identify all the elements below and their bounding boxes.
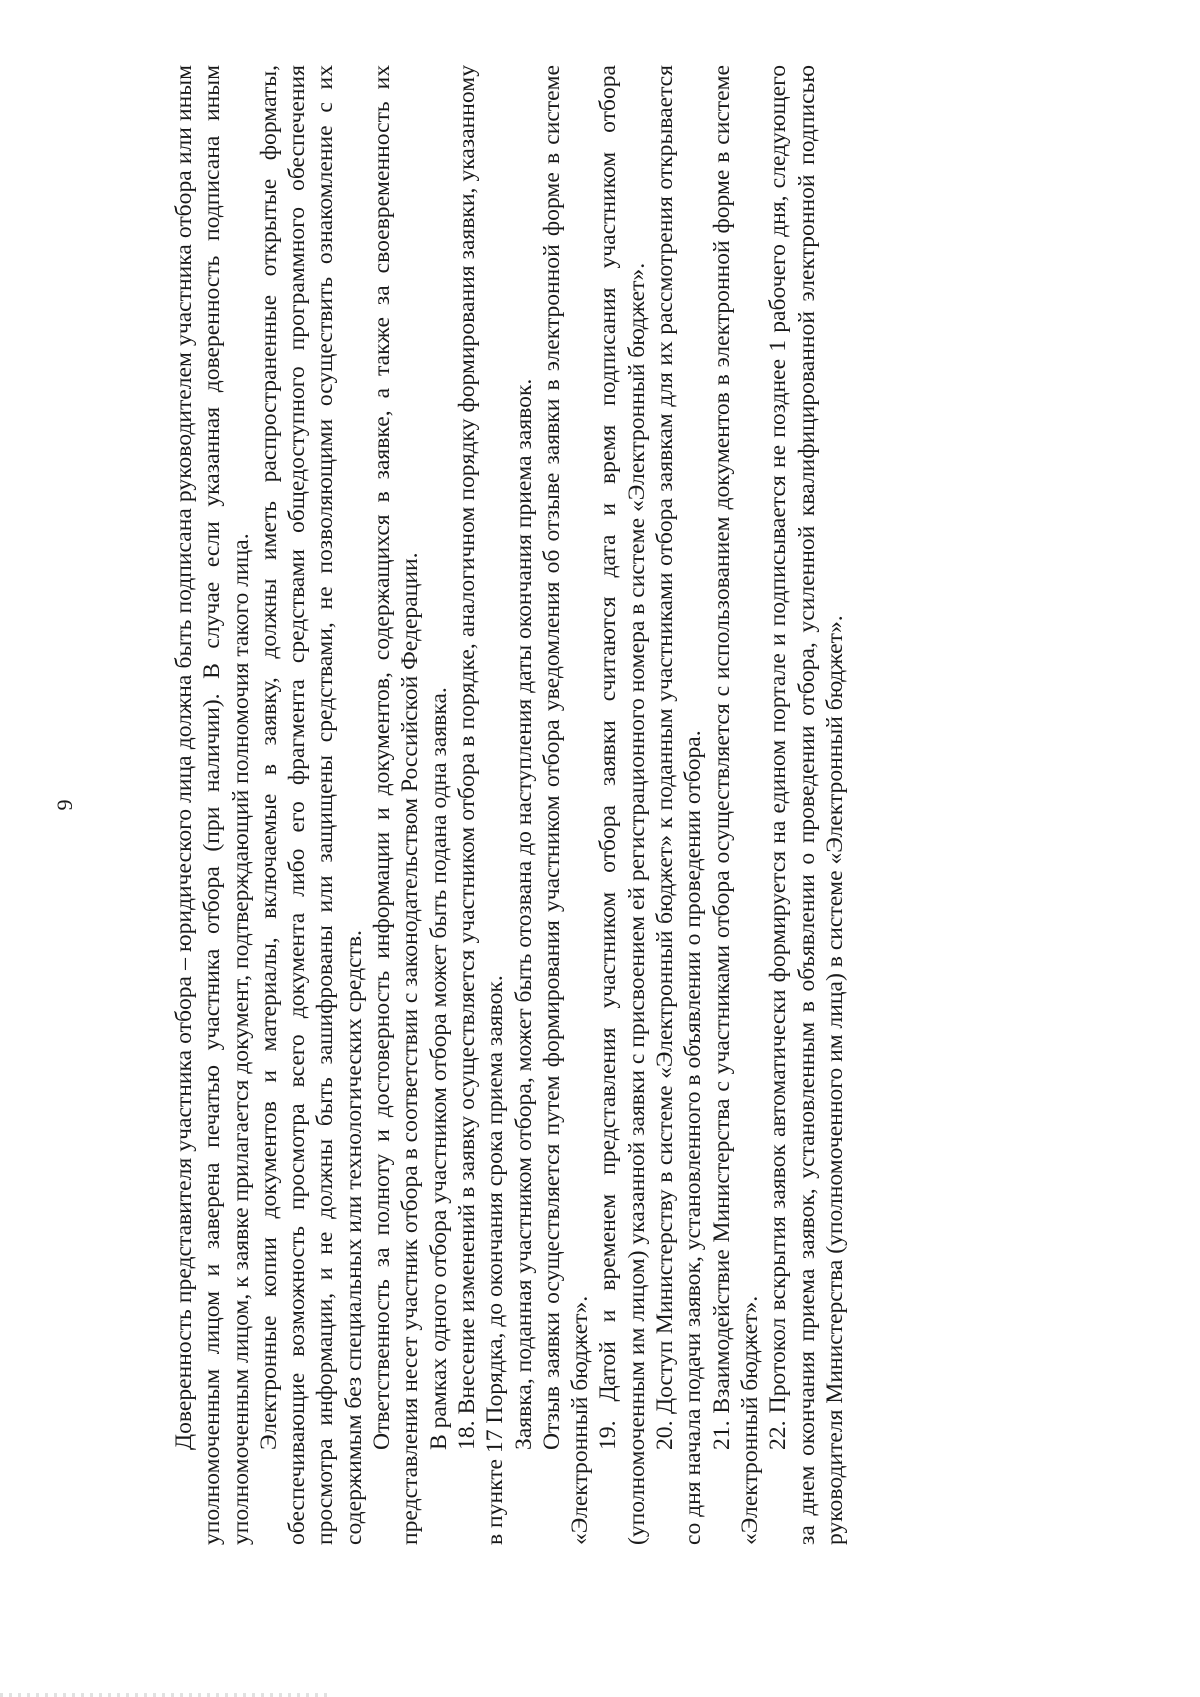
paragraph-item-18: 18. Внесение изменений в заявку осуществляется участником отбора в порядке, аналогичном порядку формирования заявки, указанному в пункте 17 Порядка, до окончания срока приема заявок. [453, 65, 509, 1545]
paragraph-item-21: 21. Взаимодействие Министерства с участниками отбора осуществляется с использованием документов в электронной форме в системе «Электронный бюджет». [708, 65, 763, 1545]
scan-artifact [0, 1693, 330, 1697]
paragraph-item-22: 22. Протокол вскрытия заявок автоматически формируется на едином портале и подписывается не позднее 1 рабочего дня, следующего за днем окончания приема заявок, установленным в объявлении о проведении отбора, усиленной квалифицированной электронной подписью руководителя Министерства (уполномоченного им лица) в системе «Электронный бюджет». [765, 65, 848, 1545]
paragraph-withdrawal: Заявка, поданная участником отбора, может быть отозвана до наступления даты окончания приема заявок. [510, 378, 537, 1450]
paragraph-item-20: 20. Доступ Министерству в системе «Электронный бюджет» к поданным участниками отбора заявкам для их рассмотрения открывается со дня начала подачи заявок, установленного в объявлении о проведении отбора. [652, 65, 707, 1545]
rotated-document-page [52, 65, 1050, 1545]
paragraph-one-application: В рамках одного отбора участником отбора может быть подана одна заявка. [425, 687, 452, 1450]
document-body [170, 65, 849, 1545]
paragraph-electronic-copies: Электронные копии документов и материалы, включаемые в заявку, должны иметь распространенные открытые форматы, обеспечивающие возможность просмотра всего документа либо его фрагмента средствами общедоступного программного обеспечения просмотра информации, и не должны быть зашифрованы или защищены средствами, не позволяющими осуществить ознакомление с их содержимым без специальных или технологических средств. [255, 65, 367, 1545]
paragraph-power-of-attorney: Доверенность представителя участника отбора – юридического лица должна быть подписана руководителем участника отбора или иным уполномоченным лицом и заверена печатью участника отбора (при наличии). В случае если указанная доверенность подписана иным уполномоченным лицом, к заявке прилагается документ, подтверждающий полномочия такого лица. [171, 65, 254, 1545]
paragraph-item-19: 19. Датой и временем представления участником отбора заявки считаются дата и время подписания участником отбора (уполномоченным им лицом) указанной заявки с присвоением ей регистрационного номера в системе «Электронный бюджет». [595, 65, 650, 1545]
page-number: 9 [52, 799, 77, 811]
paragraph-responsibility: Ответственность за полноту и достоверность информации и документов, содержащихся в заявке, а также за своевременность их представления несет участник отбора в соответствии с законодательством Российской Федерации. [369, 65, 424, 1545]
paragraph-withdrawal-notice: Отзыв заявки осуществляется путем формирования участником отбора уведомления об отзыве заявки в электронной форме в системе «Электронный бюджет». [538, 65, 594, 1545]
